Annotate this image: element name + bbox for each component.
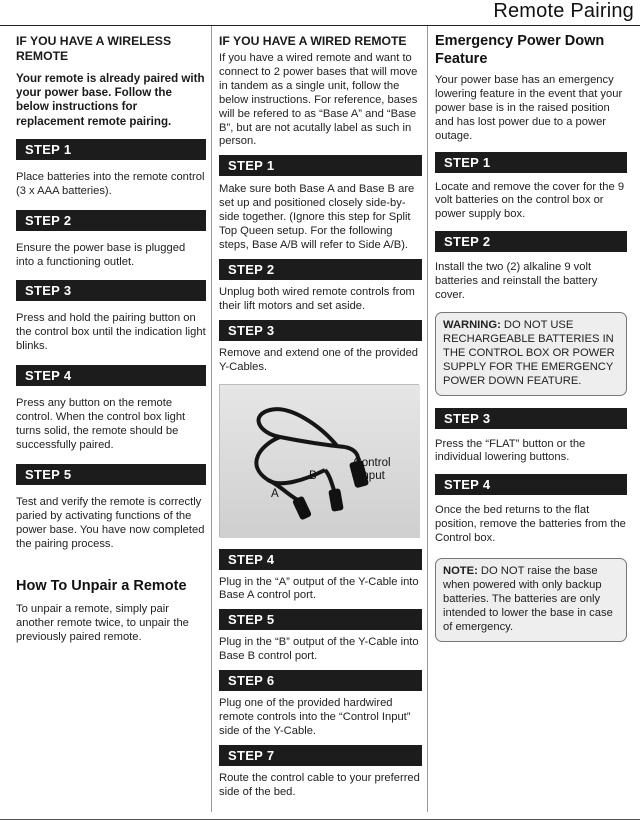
emergency-heading: Emergency Power Down Feature [435,33,605,67]
warning-prefix: WARNING: [443,318,501,331]
wired-remote-section [219,32,422,800]
wireless-step-5-text: Test and verify the remote is correctly paried by activating functions of the power base. You have now completed the pairing process. [16,495,205,550]
wireless-step-1-text: Place batteries into the remote control (3 x AAA batteries). [16,170,205,197]
wireless-step-2-bar: STEP 2 [16,210,206,231]
wireless-remote-section [16,32,206,645]
note-box [435,558,627,642]
note-prefix: NOTE: [443,565,478,578]
wired-heading: IF YOU HAVE A WIRED REMOTE [219,34,407,48]
column-divider [427,26,428,812]
wired-step-6-text: Plug one of the provided hardwired remote controls into the “Control Input” side of the Y-Cable. [219,697,411,737]
wireless-step-2-text: Ensure the power base is plugged into a functioning outlet. [16,241,186,268]
emergency-step-4-text: Once the bed returns to the flat position, remove the batteries from the Control box. [435,504,626,545]
emergency-intro: Your power base has an emergency lowering feature in the event that your power base is in the raised position and has lost power due to a power outage. [435,74,623,142]
emergency-step-1-bar: STEP 1 [435,152,627,173]
wireless-step-4-bar: STEP 4 [16,365,206,386]
wired-step-1-text: Make sure both Base A and Base B are set up and positioned closely side-by-side together. (Ignore this step for Split Top Queen setup. For the following steps, Base A/B will refer to Side A/B). [219,183,415,251]
photo-label-control-input: Control Input [353,456,391,482]
wired-step-2-text: Unplug both wired remote controls from their lift motors and set aside. [219,285,415,312]
emergency-step-3-bar: STEP 3 [435,408,627,429]
emergency-power-down-section [435,32,627,642]
photo-label-a: A [271,487,279,500]
wireless-step-5-bar: STEP 5 [16,464,206,485]
emergency-step-1-text: Locate and remove the cover for the 9 volt batteries on the control box or power supply box. [435,180,625,221]
wired-step-5-bar: STEP 5 [219,609,422,630]
emergency-step-2-bar: STEP 2 [435,231,627,252]
header-divider [0,25,640,26]
unpair-text: To unpair a remote, simply pair another remote twice, to unpair the previously paired remote. [16,603,189,644]
note-text: DO NOT raise the base when powered with only backup batteries. The batteries are only intended to lower the base in case of emergency. [443,565,613,633]
photo-label-b: B [309,469,317,482]
wireless-step-3-text: Press and hold the pairing button on the control box until the indication light blinks. [16,312,206,353]
wired-step-4-bar: STEP 4 [219,549,422,570]
wireless-step-4-text: Press any button on the remote control. When the control box light turns solid, the remote should be successfully paired. [16,397,186,451]
wireless-intro: Your remote is already paired with your power base. Follow the below instructions for replacement remote pairing. [16,72,205,128]
warning-text: DO NOT USE RECHARGEABLE BATTERIES IN THE CONTROL BOX OR POWER SUPPLY FOR THE EMERGENCY POWER DOWN FEATURE. [443,318,615,387]
wired-intro: If you have a wired remote and want to connect to 2 power bases that will move in tandem as a single unit, follow the below instructions. For reference, bases will be refered to as “Base A” and “Base B”, but are not acutally label as such in person. [219,52,418,148]
wired-step-7-text: Route the control cable to your preferred side of the bed. [219,771,420,798]
wired-step-4-text: Plug in the “A” output of the Y-Cable into Base A control port. [219,575,419,602]
wired-step-7-bar: STEP 7 [219,745,422,766]
y-cable-photo [219,384,419,537]
wired-step-3-bar: STEP 3 [219,320,422,341]
wired-step-5-text: Plug in the “B” output of the Y-Cable into Base B control port. [219,636,419,663]
footer-divider [0,819,640,820]
emergency-step-2-text: Install the two (2) alkaline 9 volt batteries and reinstall the battery cover. [435,261,598,302]
wireless-step-1-bar: STEP 1 [16,139,206,160]
emergency-step-4-bar: STEP 4 [435,474,627,495]
wired-step-1-bar: STEP 1 [219,155,422,176]
unpair-heading: How To Unpair a Remote [16,578,187,595]
wireless-step-3-bar: STEP 3 [16,280,206,301]
wired-step-3-text: Remove and extend one of the provided Y-Cables. [219,346,419,373]
emergency-step-3-text: Press the “FLAT” button or the individual lowering buttons. [435,437,586,464]
page-title: Remote Pairing [493,0,634,22]
wireless-heading: IF YOU HAVE A WIRELESS REMOTE [16,34,172,63]
wired-step-2-bar: STEP 2 [219,259,422,280]
warning-box [435,312,627,396]
wired-step-6-bar: STEP 6 [219,670,422,691]
column-divider [211,26,212,812]
